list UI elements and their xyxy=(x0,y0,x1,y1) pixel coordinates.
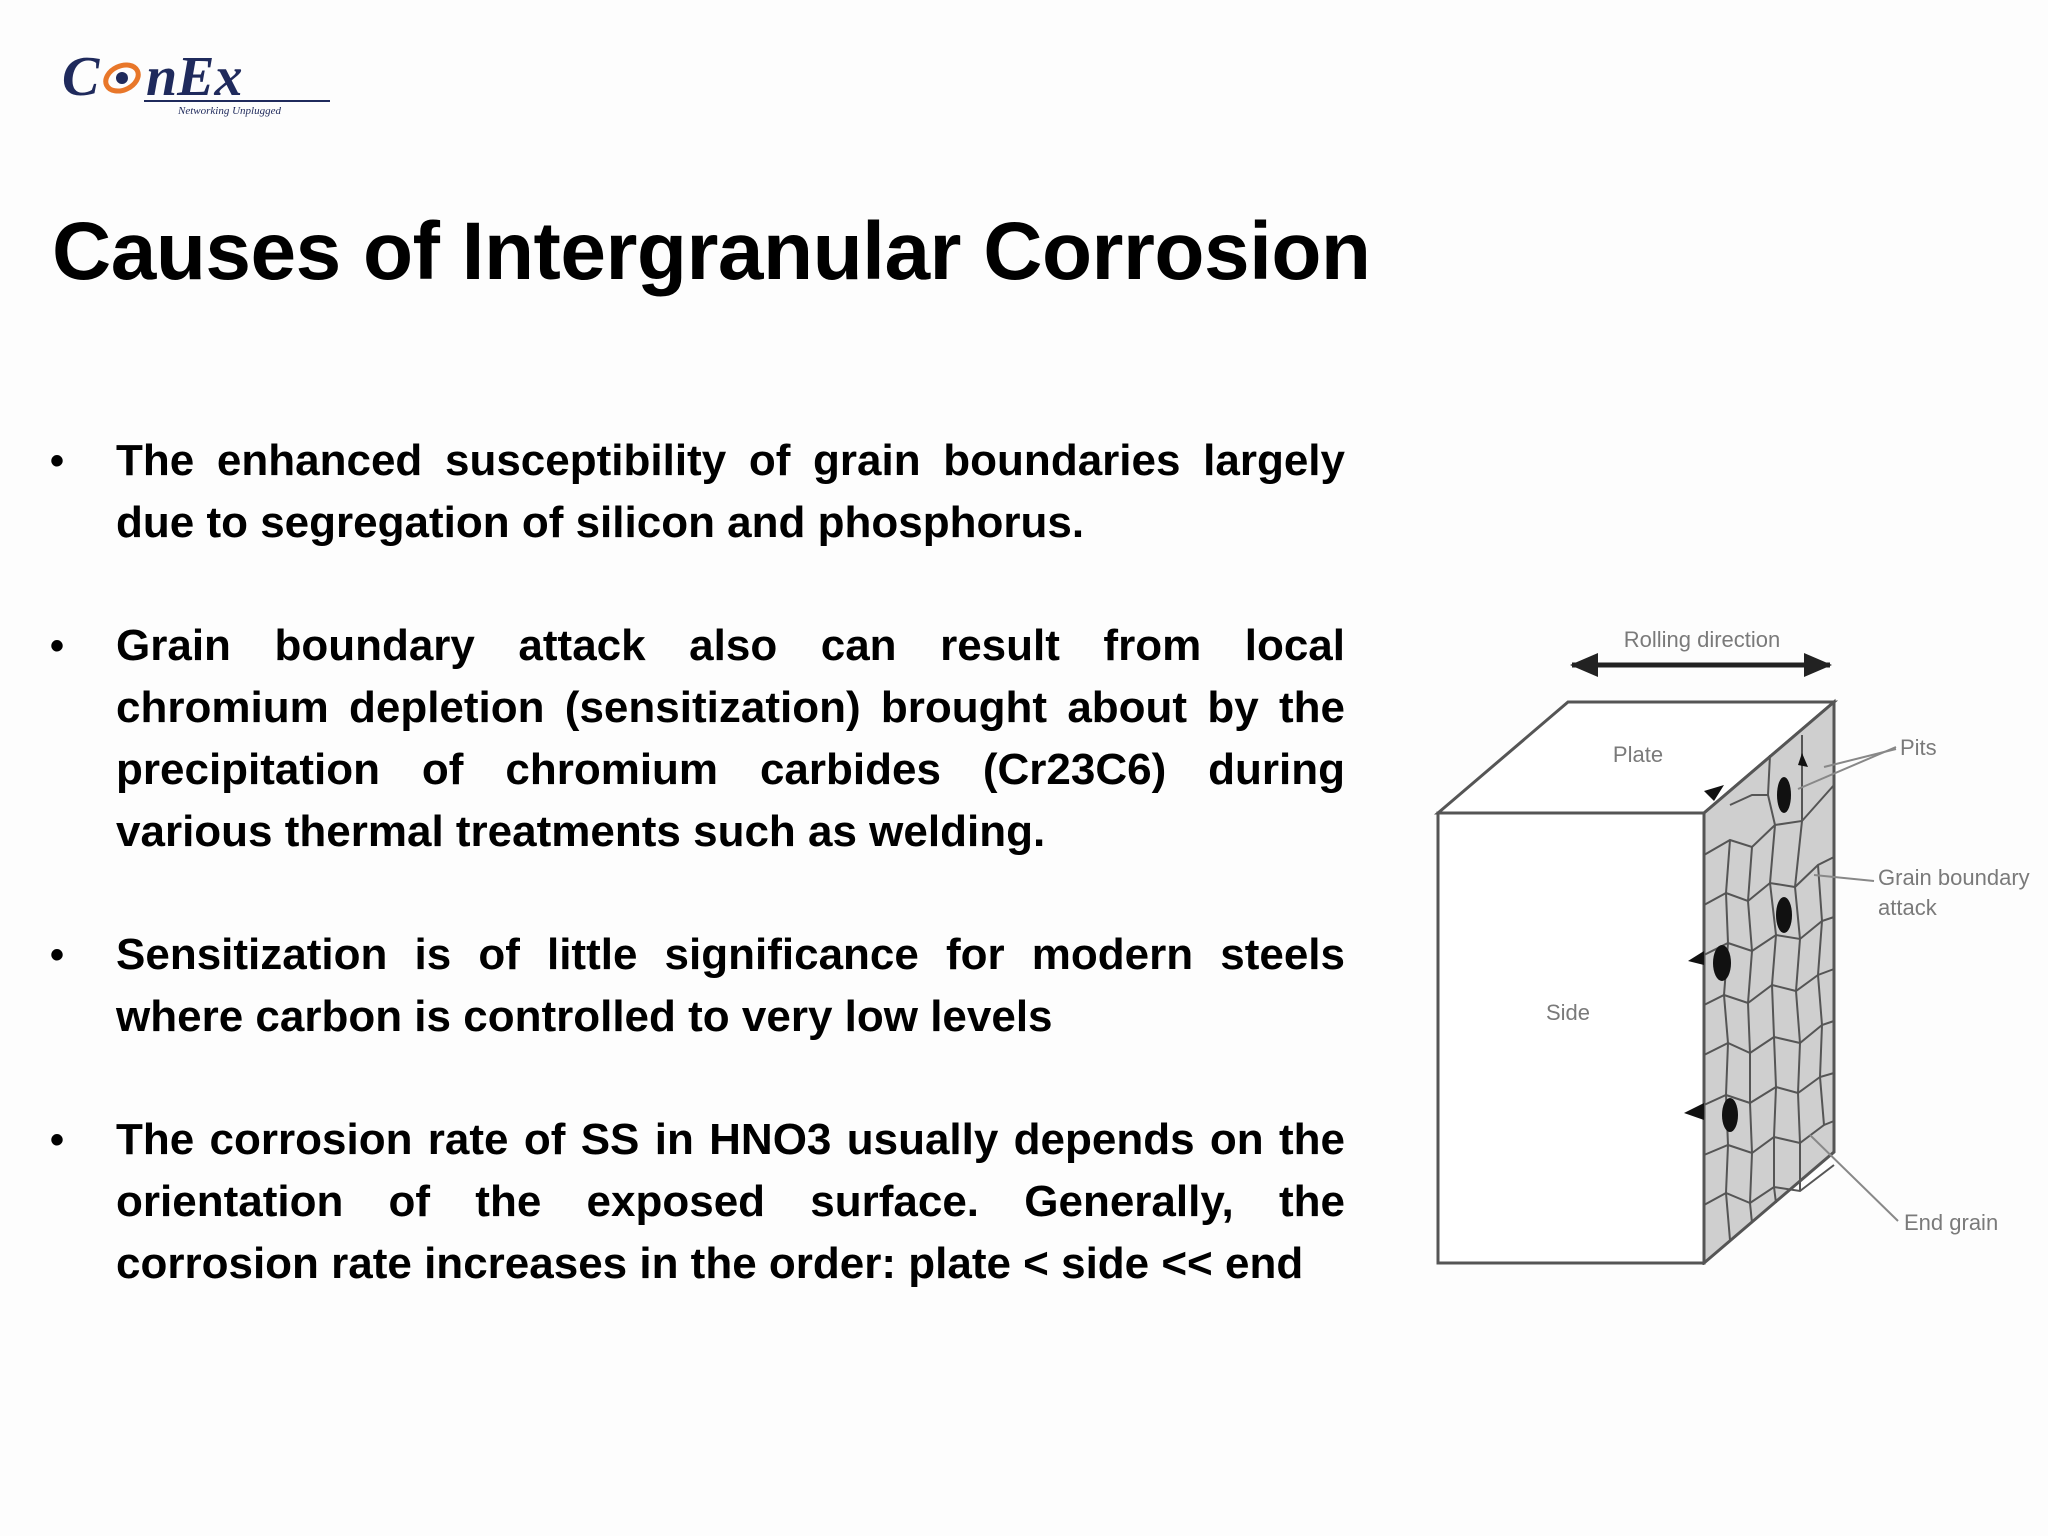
bullet-item xyxy=(50,1109,1345,1295)
rolling-arrow-left-head xyxy=(1570,653,1598,677)
label-end-grain: End grain xyxy=(1904,1210,1999,1235)
logo-globe-icon xyxy=(116,72,128,84)
block-diagram xyxy=(1430,625,2040,1265)
bullet-dot: • xyxy=(50,624,65,668)
pit-mark xyxy=(1776,897,1792,933)
logo-text-c: C xyxy=(62,46,100,108)
rolling-arrow-right-head xyxy=(1804,653,1832,677)
pit-mark xyxy=(1722,1098,1738,1132)
label-side: Side xyxy=(1545,1000,1591,1025)
bullet-text: Grain boundary attack also can result from local chromium depletion (sensitization) brought about by the precipitation of chromium carbides (Cr23C6) during various thermal treatments such as welding. xyxy=(116,621,1345,856)
bullet-item xyxy=(50,615,1345,863)
slide-title: Causes of Intergranular Corrosion xyxy=(52,206,1371,297)
label-grain-boundary-attack-2: attack xyxy=(1878,895,1937,920)
bullet-text: The enhanced susceptibility of grain boundaries largely due to segregation of silicon and phosphorus. xyxy=(116,436,1345,547)
label-plate: Plate xyxy=(1612,742,1664,767)
label-pits: Pits xyxy=(1900,735,1937,760)
label-rolling-direction: Rolling direction xyxy=(1623,627,1781,652)
pit-mark xyxy=(1777,777,1791,813)
conex-logo xyxy=(60,40,340,120)
leader-line-end-grain xyxy=(1810,1135,1898,1221)
bullet-text: The corrosion rate of SS in HNO3 usually depends on the orientation of the exposed surface. Generally, the corrosion rate increases in the order: plate < side << end xyxy=(116,1115,1345,1288)
label-grain-boundary-attack-1: Grain boundary xyxy=(1878,865,2030,890)
bullet-dot: • xyxy=(50,439,65,483)
bullet-text: Sensitization is of little significance for modern steels where carbon is controlled to very low levels xyxy=(116,930,1345,1041)
side-face xyxy=(1438,813,1704,1263)
pit-mark xyxy=(1713,945,1731,981)
logo-tagline: Networking Unplugged xyxy=(178,105,281,117)
logo-graphic xyxy=(60,40,340,120)
bullet-dot: • xyxy=(50,1118,65,1162)
bullet-item xyxy=(50,430,1345,554)
bullet-item xyxy=(50,924,1345,1048)
bullet-list xyxy=(50,430,1345,1356)
bullet-dot: • xyxy=(50,933,65,977)
corrosion-block-figure xyxy=(1430,625,2040,1265)
logo-text-nex: nEx xyxy=(146,46,243,108)
